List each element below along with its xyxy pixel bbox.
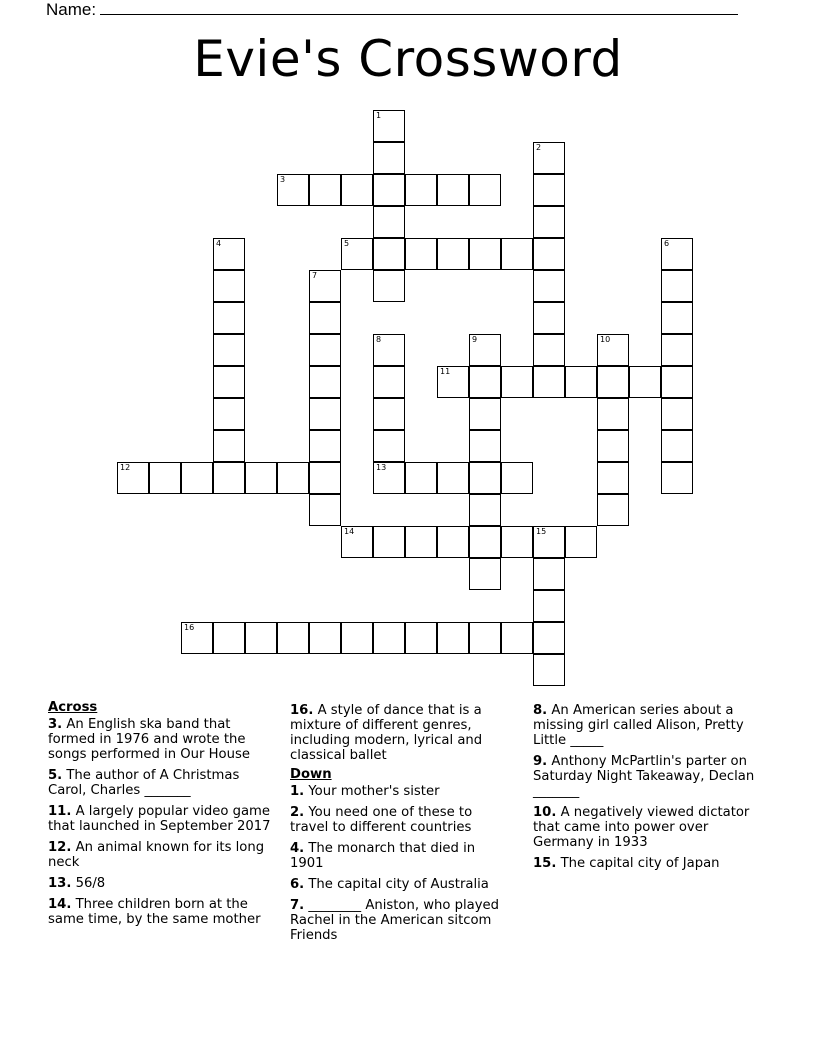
clue-item-text: The capital city of Japan — [556, 856, 720, 871]
grid-cell[interactable] — [533, 238, 565, 270]
grid-cell[interactable] — [373, 366, 405, 398]
clue-item-number: 8. — [533, 703, 548, 718]
clue-item-number: 15. — [533, 856, 557, 871]
grid-cell[interactable] — [661, 430, 693, 462]
clue-item-number: 6. — [290, 877, 305, 892]
clue-item — [290, 841, 505, 871]
grid-cell[interactable] — [309, 494, 341, 526]
grid-cell[interactable] — [437, 526, 469, 558]
grid-cell[interactable] — [181, 462, 213, 494]
grid-cell[interactable] — [309, 302, 341, 334]
clue-item — [48, 876, 278, 891]
clue-item — [290, 703, 505, 763]
grid-cell[interactable] — [661, 238, 693, 270]
clue-number: 9 — [472, 335, 478, 344]
clue-number: 6 — [664, 239, 670, 248]
down-clue-list-continued — [533, 703, 768, 871]
grid-cell[interactable] — [309, 366, 341, 398]
clue-number: 4 — [216, 239, 222, 248]
clue-item-number: 12. — [48, 840, 72, 855]
grid-cell[interactable] — [213, 430, 245, 462]
clue-item-number: 10. — [533, 805, 557, 820]
clue-item-text: A negatively viewed dictator that came into power over Germany in 1933 — [533, 805, 750, 850]
grid-cell[interactable] — [341, 174, 373, 206]
page-title: Evie's Crossword — [193, 30, 623, 88]
grid-cell[interactable] — [277, 622, 309, 654]
clue-item-text: An animal known for its long neck — [48, 840, 265, 870]
grid-cell[interactable] — [501, 238, 533, 270]
grid-cell[interactable] — [373, 462, 405, 494]
grid-cell[interactable] — [597, 462, 629, 494]
grid-cell[interactable] — [373, 110, 405, 142]
grid-cell[interactable] — [469, 622, 501, 654]
clue-item-text: Three children born at the same time, by the same mother — [48, 897, 261, 927]
clue-item-number: 9. — [533, 754, 548, 769]
grid-cell[interactable] — [661, 334, 693, 366]
clue-item-number: 5. — [48, 768, 63, 783]
clues-column-3 — [533, 703, 768, 877]
clue-number: 14 — [344, 527, 355, 536]
clue-item — [290, 877, 505, 892]
grid-cell[interactable] — [629, 366, 661, 398]
clue-item-number: 4. — [290, 841, 305, 856]
down-header: Down — [290, 767, 332, 782]
grid-cell[interactable] — [213, 622, 245, 654]
clue-number: 13 — [376, 463, 387, 472]
grid-cell[interactable] — [533, 270, 565, 302]
clue-item — [48, 897, 278, 927]
clue-item-number: 16. — [290, 703, 314, 718]
clue-item-text: ________ Aniston, who played Rachel in the American sitcom Friends — [290, 898, 500, 943]
grid-cell[interactable] — [405, 238, 437, 270]
grid-cell[interactable] — [469, 558, 501, 590]
grid-cell[interactable] — [213, 302, 245, 334]
clue-number: 12 — [120, 463, 131, 472]
clue-item-text: The monarch that died in 1901 — [290, 841, 476, 871]
clue-item — [533, 805, 768, 850]
grid-cell[interactable] — [469, 334, 501, 366]
grid-cell[interactable] — [437, 174, 469, 206]
grid-cell[interactable] — [213, 398, 245, 430]
clue-item-number: 7. — [290, 898, 305, 913]
grid-cell[interactable] — [309, 174, 341, 206]
clue-item-text: An English ska band that formed in 1976 and wrote the songs performed in Our House — [48, 717, 250, 762]
grid-cell[interactable] — [533, 526, 565, 558]
grid-cell[interactable] — [661, 270, 693, 302]
grid-cell[interactable] — [181, 622, 213, 654]
grid-cell[interactable] — [533, 174, 565, 206]
grid-cell[interactable] — [533, 334, 565, 366]
clue-item — [48, 717, 278, 762]
grid-cell[interactable] — [309, 430, 341, 462]
grid-cell[interactable] — [373, 142, 405, 174]
clue-number: 10 — [600, 335, 611, 344]
grid-cell[interactable] — [213, 462, 245, 494]
grid-cell[interactable] — [309, 622, 341, 654]
grid-cell[interactable] — [373, 238, 405, 270]
across-clue-list-continued — [290, 703, 505, 763]
grid-cell[interactable] — [213, 238, 245, 270]
grid-cell[interactable] — [565, 526, 597, 558]
grid-cell[interactable] — [341, 526, 373, 558]
grid-cell[interactable] — [373, 430, 405, 462]
grid-cell[interactable] — [437, 366, 469, 398]
clue-number: 7 — [312, 271, 318, 280]
down-clue-list — [290, 784, 505, 943]
grid-cell[interactable] — [213, 270, 245, 302]
grid-cell[interactable] — [533, 206, 565, 238]
grid-cell[interactable] — [309, 334, 341, 366]
clue-item-number: 3. — [48, 717, 63, 732]
clues-column-2 — [290, 703, 505, 949]
grid-cell[interactable] — [533, 590, 565, 622]
grid-cell[interactable] — [373, 526, 405, 558]
grid-cell[interactable] — [661, 462, 693, 494]
clue-item-number: 11. — [48, 804, 72, 819]
grid-cell[interactable] — [661, 366, 693, 398]
clue-item — [48, 804, 278, 834]
clue-item — [48, 768, 278, 798]
clue-item-text: A style of dance that is a mixture of different genres, including modern, lyrical and classical ballet — [290, 703, 483, 763]
grid-cell[interactable] — [469, 366, 501, 398]
clue-item-text: Anthony McPartlin's parter on Saturday Night Takeaway, Declan _______ — [533, 754, 755, 799]
grid-cell[interactable] — [501, 526, 533, 558]
grid-cell[interactable] — [341, 238, 373, 270]
grid-cell[interactable] — [213, 366, 245, 398]
grid-cell[interactable] — [309, 398, 341, 430]
clue-item-text: You need one of these to travel to different countries — [290, 805, 473, 835]
clue-item-text: An American series about a missing girl called Alison, Pretty Little _____ — [533, 703, 744, 748]
grid-cell[interactable] — [405, 174, 437, 206]
grid-cell[interactable] — [373, 206, 405, 238]
clue-item — [533, 856, 768, 871]
clue-item — [533, 703, 768, 748]
clue-item-number: 13. — [48, 876, 72, 891]
grid-cell[interactable] — [469, 430, 501, 462]
grid-cell[interactable] — [437, 462, 469, 494]
grid-cell[interactable] — [469, 494, 501, 526]
clue-number: 1 — [376, 111, 382, 120]
clue-item-number: 14. — [48, 897, 72, 912]
grid-cell[interactable] — [501, 366, 533, 398]
grid-cell[interactable] — [533, 302, 565, 334]
grid-cell[interactable] — [661, 302, 693, 334]
grid-cell[interactable] — [469, 174, 501, 206]
clue-item-text: A largely popular video game that launched in September 2017 — [48, 804, 271, 834]
across-header: Across — [48, 700, 98, 715]
clue-item — [290, 898, 505, 943]
grid-cell[interactable] — [533, 654, 565, 686]
clue-number: 16 — [184, 623, 195, 632]
grid-cell[interactable] — [373, 334, 405, 366]
grid-cell[interactable] — [277, 174, 309, 206]
grid-cell[interactable] — [405, 462, 437, 494]
grid-cell[interactable] — [597, 398, 629, 430]
clue-item-number: 1. — [290, 784, 305, 799]
grid-cell[interactable] — [437, 622, 469, 654]
grid-cell[interactable] — [565, 366, 597, 398]
grid-cell[interactable] — [341, 622, 373, 654]
grid-cell[interactable] — [469, 398, 501, 430]
clue-number: 8 — [376, 335, 382, 344]
grid-cell[interactable] — [469, 526, 501, 558]
grid-cell[interactable] — [597, 366, 629, 398]
grid-cell[interactable] — [501, 462, 533, 494]
name-label: Name: — [46, 0, 97, 19]
clue-item — [48, 840, 278, 870]
grid-cell[interactable] — [597, 494, 629, 526]
grid-cell[interactable] — [309, 462, 341, 494]
grid-cell[interactable] — [661, 398, 693, 430]
grid-cell[interactable] — [405, 526, 437, 558]
grid-cell[interactable] — [149, 462, 181, 494]
grid-cell[interactable] — [373, 174, 405, 206]
clue-number: 3 — [280, 175, 286, 184]
grid-cell[interactable] — [213, 334, 245, 366]
clue-number: 15 — [536, 527, 547, 536]
grid-cell[interactable] — [277, 462, 309, 494]
grid-cell[interactable] — [597, 430, 629, 462]
grid-cell[interactable] — [309, 270, 341, 302]
clue-item — [290, 784, 505, 799]
grid-cell[interactable] — [373, 270, 405, 302]
clue-item — [533, 754, 768, 799]
grid-cell[interactable] — [597, 334, 629, 366]
grid-cell[interactable] — [501, 622, 533, 654]
clue-item-text: The capital city of Australia — [304, 877, 489, 892]
grid-cell[interactable] — [533, 142, 565, 174]
grid-cell[interactable] — [469, 238, 501, 270]
grid-cell[interactable] — [533, 558, 565, 590]
clue-item-text: Your mother's sister — [304, 784, 440, 799]
clues-column-1 — [48, 700, 278, 933]
clue-number: 2 — [536, 143, 542, 152]
grid-cell[interactable] — [373, 398, 405, 430]
across-clue-list — [48, 717, 278, 927]
grid-cell[interactable] — [117, 462, 149, 494]
grid-cell[interactable] — [245, 622, 277, 654]
grid-cell[interactable] — [245, 462, 277, 494]
clue-number: 5 — [344, 239, 350, 248]
grid-cell[interactable] — [373, 622, 405, 654]
grid-cell[interactable] — [533, 622, 565, 654]
grid-cell[interactable] — [533, 366, 565, 398]
clue-number: 11 — [440, 367, 451, 376]
grid-cell[interactable] — [437, 238, 469, 270]
clue-item-text: The author of A Christmas Carol, Charles _______ — [48, 768, 240, 798]
clue-item — [290, 805, 505, 835]
grid-cell[interactable] — [405, 622, 437, 654]
grid-cell[interactable] — [469, 462, 501, 494]
clue-item-text: 56/8 — [71, 876, 106, 891]
clue-item-number: 2. — [290, 805, 305, 820]
